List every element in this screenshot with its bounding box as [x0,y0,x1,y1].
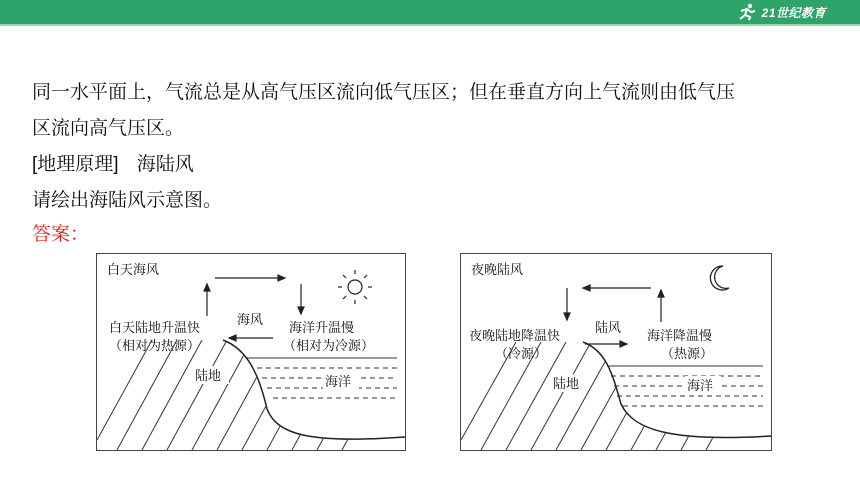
night-wind-label: 陆风 [595,321,622,336]
day-ocean-label: 海洋 [325,375,352,390]
day-diagram-title: 白天海风 [107,263,160,278]
day-ground-label: 陆地 [195,369,222,384]
runner-logo-icon [736,3,758,21]
day-sea-label-1: 海洋升温慢 [289,321,355,336]
night-ocean-label: 海洋 [687,379,714,394]
night-sea-label-2: （热源） [661,347,714,362]
principle-bracket: [地理原理] [32,154,119,175]
moon-icon [710,266,729,290]
instruction-text: 请绘出海陆风示意图。 [32,189,223,211]
logo-text: 21世纪教育 [761,5,826,20]
night-ground-label: 陆地 [553,377,580,392]
header-stripe [0,24,860,26]
logo [736,2,826,22]
day-sea-label-2: （相对为冷源） [283,339,375,354]
night-land-breeze-diagram [460,253,772,451]
day-wind-label: 海风 [237,313,264,328]
day-land-label-2: （相对为热源） [109,339,201,354]
header-bar [0,0,860,24]
text-line-1: 同一水平面上，气流总是从高气压区流向低气压区；但在垂直方向上气流则由低气压 [32,81,736,103]
day-sea-breeze-diagram [96,253,406,451]
principle-heading [32,150,194,179]
night-land-label-1: 夜晚陆地降温快 [469,329,561,344]
answer-label: 答案： [32,223,90,245]
principle-topic: 海陆风 [136,153,194,175]
night-land-label-2: （冷源） [495,347,548,362]
night-diagram-title: 夜晚陆风 [471,263,524,278]
sun-icon [338,270,372,304]
day-land-label-1: 白天陆地升温快 [109,321,201,336]
text-line-2: 区流向高气压区。 [32,117,185,139]
night-sea-label-1: 海洋降温慢 [647,329,713,344]
